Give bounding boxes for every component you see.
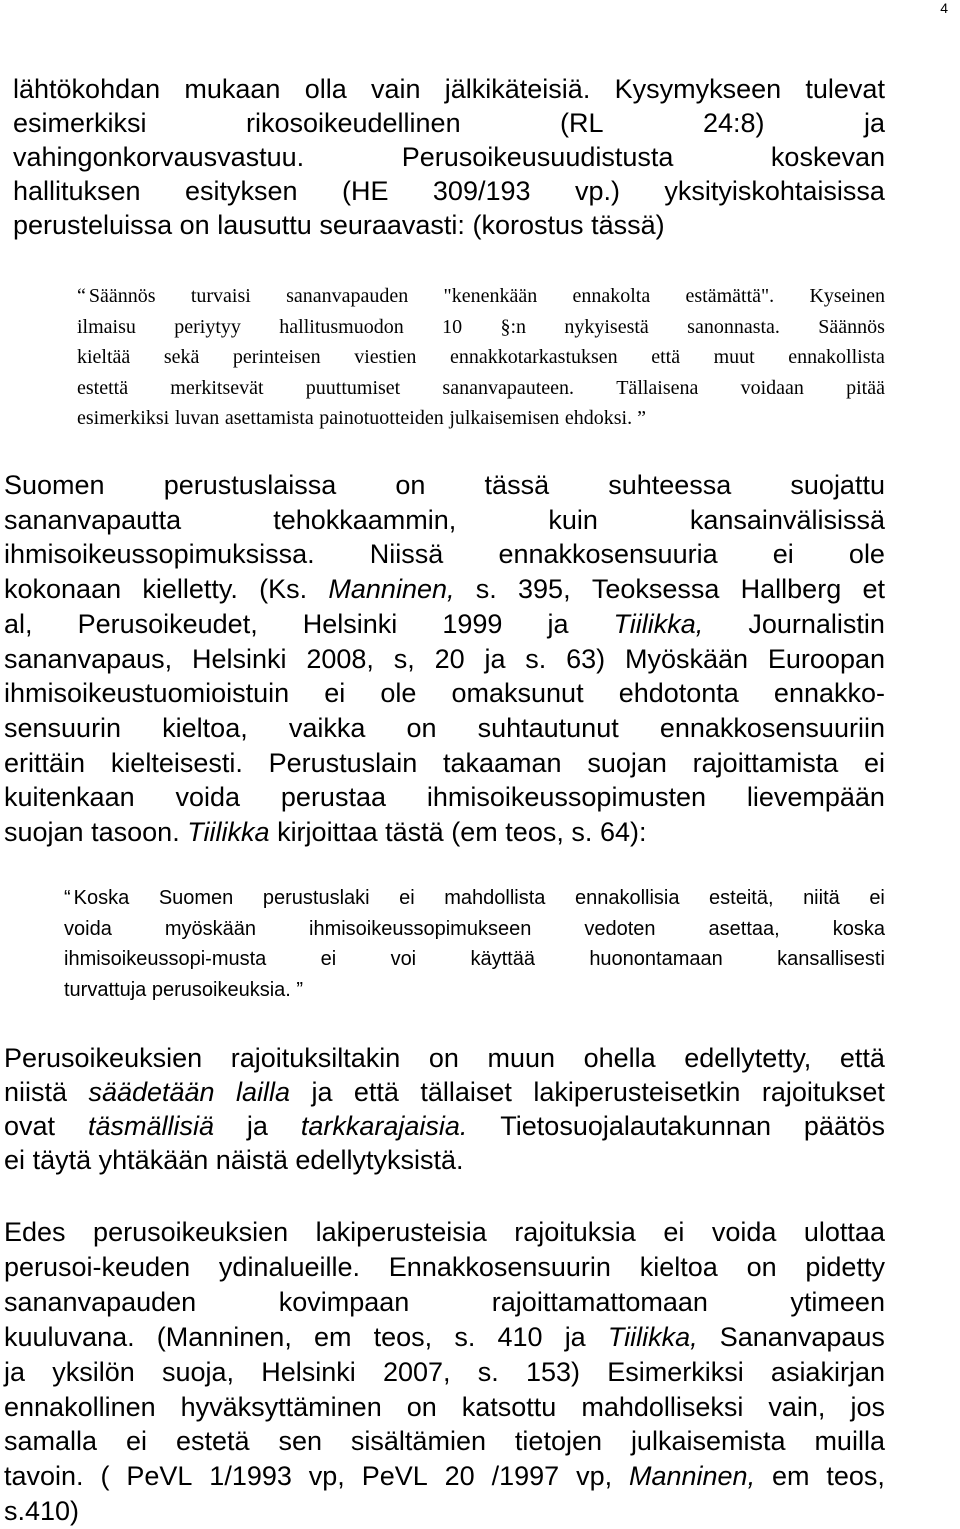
word: 1/1993: [209, 1461, 292, 1492]
word: rajoituksia: [514, 1217, 636, 1247]
word: muilla: [814, 1426, 885, 1457]
quote-tiilikka: [64, 883, 885, 1005]
text-line: [4, 1494, 885, 1529]
text-line: [4, 607, 885, 642]
word: kuuluvana.: [4, 1321, 135, 1352]
word: niistä: [4, 1077, 68, 1107]
word: 63): [566, 643, 606, 674]
word: näistä: [215, 1145, 288, 1175]
word: tällaiset: [420, 1077, 512, 1107]
word: sen: [278, 1426, 322, 1457]
word: edellytyksistä.: [295, 1145, 464, 1175]
word: estetä: [175, 1426, 250, 1457]
word: sananvapauden: [4, 1286, 197, 1317]
word: nykyisestä: [564, 315, 649, 338]
word: §:n: [500, 315, 526, 338]
word: sananvapauteen.: [442, 376, 575, 399]
word: tavoin.: [4, 1461, 84, 1492]
word: voida: [711, 1217, 777, 1247]
word: vp.): [574, 176, 620, 206]
word: ja: [564, 1321, 586, 1352]
word: Säännös: [818, 315, 885, 338]
word: ennakollinen: [4, 1391, 156, 1422]
word: s.410): [4, 1496, 80, 1527]
word: ehdoksi. ”: [564, 407, 646, 429]
word: omaksunut: [451, 678, 584, 709]
word: Perusoikeudet,: [77, 608, 258, 639]
word: 24:8): [702, 108, 765, 138]
word: vain: [370, 74, 421, 104]
word: perinteisen: [232, 346, 321, 368]
text-line: [13, 208, 885, 242]
word: ei: [4, 1145, 26, 1175]
word: että: [651, 346, 681, 368]
text-line: [4, 1424, 885, 1459]
word: (Manninen,: [156, 1321, 292, 1352]
word: painotuotteiden: [319, 407, 444, 429]
word: sanonnasta.: [687, 315, 780, 338]
word: Kysymykseen: [614, 74, 782, 104]
word: 20: [444, 1461, 475, 1492]
word: ja: [547, 608, 569, 639]
word: suojan: [4, 817, 84, 848]
word: suhtautunut: [477, 712, 619, 743]
text-line: [4, 642, 885, 677]
word: ei: [125, 1426, 147, 1457]
text-line: [64, 944, 885, 975]
word: suojattu: [790, 470, 885, 500]
word: sananvapauden: [286, 285, 409, 307]
word: täytä: [32, 1145, 92, 1175]
text-line: [13, 106, 885, 140]
word: lausuttu: [217, 210, 312, 240]
word: asettaa,: [708, 917, 780, 940]
word: lakiperusteisia: [315, 1217, 487, 1247]
word: Manninen,: [628, 1461, 756, 1492]
word: ei: [399, 887, 415, 909]
word: julkaisemista: [630, 1426, 786, 1457]
word: kuitenkaan: [4, 782, 135, 813]
word: vedoten: [584, 917, 656, 940]
word: periytyy: [174, 315, 241, 338]
word: tietojen: [514, 1426, 602, 1457]
word: niitä: [803, 887, 840, 909]
word: rajoittamattomaan: [491, 1286, 708, 1317]
word: hyväksyttäminen: [180, 1391, 382, 1422]
text-line: [4, 780, 885, 815]
word: Euroopan: [767, 643, 885, 674]
word: ole: [380, 678, 417, 709]
word: Perusoikeusuudistusta: [401, 142, 674, 172]
word: tarkkarajaisia.: [300, 1111, 468, 1141]
word: viestien: [354, 346, 417, 368]
word: teos,: [505, 817, 564, 848]
paragraph-constitution: [4, 468, 885, 850]
word: Tiilikka: [187, 817, 270, 848]
word: yksityiskohtaisissa: [664, 176, 885, 206]
word: kieltää: [77, 346, 131, 368]
word: Helsinki: [261, 1356, 356, 1387]
word: ihmisoikeussopimusten: [426, 782, 706, 813]
word: Helsinki: [302, 608, 398, 639]
word: esteitä,: [709, 887, 774, 909]
word: yhtäkään: [98, 1145, 209, 1175]
word: merkitsevät: [170, 376, 264, 399]
word: ja: [4, 1356, 26, 1387]
word: perustuslaki: [262, 887, 370, 909]
text-line: [77, 281, 885, 312]
word: on: [406, 1391, 437, 1422]
word: että: [353, 1077, 399, 1107]
word: ennakolta: [572, 285, 651, 307]
word: rajoitukset: [761, 1077, 885, 1107]
text-line: [4, 468, 885, 503]
word: 20: [434, 643, 465, 674]
word: s.: [477, 1356, 499, 1387]
text-line: [4, 815, 885, 850]
word: Tiilikka,: [613, 608, 704, 639]
text-line: [64, 914, 885, 945]
text-line: [4, 711, 885, 746]
word: 1999: [442, 608, 503, 639]
word: (Ks.: [259, 574, 308, 605]
close-quote-mark: ”: [290, 978, 304, 1001]
word: 10: [442, 315, 463, 338]
word: "kenenkään: [443, 285, 538, 307]
word: lähtökohdan: [13, 74, 161, 104]
word: tässä): [591, 210, 665, 240]
word: kansallisesti: [777, 948, 885, 970]
word: tulevat: [805, 74, 885, 104]
word: 2008,: [306, 643, 374, 674]
word: Myöskään: [625, 643, 749, 674]
text-line: [4, 1285, 885, 1320]
word: että: [839, 1043, 885, 1073]
word: em: [313, 1321, 352, 1352]
word: mahdollista: [444, 887, 546, 909]
word: Hallberg: [740, 574, 842, 605]
text-line: [4, 1041, 885, 1075]
word: on: [179, 210, 210, 240]
paragraph-intro: [13, 72, 885, 242]
word: Tiilikka,: [607, 1321, 698, 1352]
word: voida: [175, 782, 241, 813]
word: ennakkosensuuriin: [659, 712, 885, 743]
word: Ennakkosensuurin: [388, 1251, 611, 1282]
text-line: [77, 342, 885, 373]
word: olla: [304, 74, 347, 104]
word: ulottaa: [803, 1217, 885, 1247]
word: s.: [475, 574, 497, 605]
paragraph-restrictions: [4, 1041, 885, 1177]
word: ennakollisia: [574, 887, 680, 909]
text-line: [4, 1459, 885, 1494]
word: Manninen,: [328, 574, 455, 605]
word: ennakko-: [773, 678, 885, 709]
word: 410: [497, 1321, 543, 1352]
page-number: 4: [940, 0, 948, 16]
word: ei: [772, 539, 794, 570]
word: kielteisesti.: [110, 747, 243, 778]
word: luvan: [174, 407, 220, 429]
word: vain,: [768, 1391, 826, 1422]
word: 153): [525, 1356, 580, 1387]
open-quote-mark: “: [64, 887, 71, 909]
word: pitää: [846, 376, 885, 399]
word: asettamista: [224, 407, 314, 429]
word: koska: [832, 917, 885, 940]
word: s,: [393, 643, 415, 674]
text-line: [4, 1075, 885, 1109]
word: jälkikäteisiä.: [444, 74, 591, 104]
word: kirjoittaa: [277, 817, 378, 848]
word: (em: [451, 817, 498, 848]
word: s.: [571, 817, 593, 848]
word: ei: [869, 887, 885, 909]
word: käyttää: [470, 948, 535, 970]
word: Tällaisena: [616, 376, 699, 399]
paragraph-core-area: [4, 1215, 885, 1529]
word: mukaan: [184, 74, 281, 104]
word: 2007,: [382, 1356, 451, 1387]
open-quote-mark: “: [77, 285, 86, 307]
word: ole: [848, 539, 885, 570]
word: (korostus: [472, 210, 584, 240]
word: kovimpaan: [278, 1286, 410, 1317]
word: 395,: [518, 574, 571, 605]
word: ja: [484, 643, 506, 674]
word: päätös: [803, 1111, 885, 1141]
text-line: [4, 1390, 885, 1425]
text-line: [77, 373, 885, 404]
word: perustuslaissa: [163, 470, 337, 500]
word: voidaan: [740, 376, 804, 399]
text-line: [64, 883, 885, 914]
text-line: [13, 140, 885, 174]
word: Teoksessa: [591, 574, 720, 605]
word: rikosoikeudellinen: [245, 108, 461, 138]
word: vp,: [308, 1461, 345, 1492]
word: ydinalueille.: [218, 1251, 361, 1282]
word: vp,: [576, 1461, 613, 1492]
word: Kyseinen: [809, 285, 885, 307]
word: voi: [390, 948, 417, 970]
word: esimerkiksi: [77, 407, 170, 429]
word: säädetään: [88, 1077, 215, 1107]
word: Journalistin: [748, 608, 885, 639]
word: myöskään: [164, 917, 256, 940]
text-line: [77, 403, 885, 434]
word: on: [395, 470, 426, 500]
word: tässä: [484, 470, 550, 500]
text-line: [4, 503, 885, 538]
word: ilmaisu: [77, 315, 136, 338]
word: sananvapaus,: [4, 643, 173, 674]
text-line: [4, 1215, 885, 1250]
word: jos: [850, 1391, 885, 1422]
word: edellytetty,: [684, 1043, 812, 1073]
word: on: [428, 1043, 459, 1073]
word: ei: [663, 1217, 685, 1247]
word: PeVL: [361, 1461, 428, 1492]
word: ihmisoikeussopimukseen: [309, 917, 532, 940]
text-line: [4, 1109, 885, 1143]
word: takaaman: [442, 747, 562, 778]
word: Esimerkiksi: [607, 1356, 744, 1387]
word: 309/193: [432, 176, 531, 206]
word: tästä: [385, 817, 444, 848]
word: Edes: [4, 1217, 66, 1247]
word: ennakollista: [788, 346, 885, 368]
word: muun: [487, 1043, 556, 1073]
word: ja: [311, 1077, 333, 1107]
text-line: [13, 72, 885, 106]
text-line: [4, 746, 885, 781]
text-line: [4, 572, 885, 607]
word: kokonaan: [4, 574, 122, 605]
word: Niissä: [369, 539, 444, 570]
word: ytimeen: [790, 1286, 885, 1317]
word: et: [862, 574, 885, 605]
word: voida: [64, 917, 112, 940]
word: suhteessa: [608, 470, 732, 500]
word: kansainvälisissä: [689, 504, 885, 535]
word: seuraavasti:: [319, 210, 465, 240]
word: Tietosuojalautakunnan: [500, 1111, 771, 1141]
text-line: [64, 975, 885, 1006]
word: Suomen: [4, 470, 105, 500]
word: teos,: [826, 1461, 885, 1492]
word: turvaisi: [190, 285, 251, 307]
word: hallitusmuodon: [279, 315, 404, 338]
word: Helsinki: [191, 643, 287, 674]
word: tehokkaammin,: [273, 504, 457, 535]
word: ihmisoikeussopimuksissa.: [4, 539, 315, 570]
word: mahdolliseksi: [581, 1391, 744, 1422]
word: ehdotonta: [618, 678, 739, 709]
text-line: [4, 1250, 885, 1285]
word: PeVL: [126, 1461, 193, 1492]
word: ja: [246, 1111, 268, 1141]
word: Perustuslain: [268, 747, 418, 778]
word: julkaisemisen: [449, 407, 560, 429]
word: yksilön: [52, 1356, 135, 1387]
word: ei: [324, 678, 346, 709]
word: lakiperusteisetkin: [533, 1077, 741, 1107]
word: lievempään: [746, 782, 885, 813]
word: täsmällisiä: [87, 1111, 214, 1141]
word: sensuurin: [4, 712, 122, 743]
word: “ Koska: [64, 887, 130, 909]
word: vaikka: [288, 712, 366, 743]
word: (HE: [341, 176, 389, 206]
word: perusoi-keuden: [4, 1251, 191, 1282]
word: sananvapautta: [4, 504, 182, 535]
word: kuin: [548, 504, 598, 535]
word: kieltoa: [639, 1251, 718, 1282]
word: pidetty: [805, 1251, 885, 1282]
word: turvattuja: [64, 978, 147, 1001]
word: sekä: [163, 346, 200, 368]
word: estämättä".: [685, 285, 775, 307]
word: perusoikeuksien: [93, 1217, 289, 1247]
word: sisältämien: [350, 1426, 486, 1457]
word: em: [771, 1461, 810, 1492]
word: rajoituksiltakin: [230, 1043, 401, 1073]
word: teos,: [373, 1321, 433, 1352]
word: perusoikeuksia. ”: [151, 978, 304, 1001]
word: s.: [525, 643, 547, 674]
word: (: [100, 1461, 110, 1492]
word: /1997: [491, 1461, 560, 1492]
word: rajoittamista: [692, 747, 839, 778]
word: tasoon.: [91, 817, 180, 848]
word: “ Säännös: [77, 285, 156, 307]
text-line: [13, 174, 885, 208]
word: puuttumiset: [305, 376, 401, 399]
word: estettä: [77, 376, 129, 399]
word: lailla: [236, 1077, 291, 1107]
word: on: [406, 712, 437, 743]
word: suojan: [587, 747, 667, 778]
text-line: [4, 1143, 885, 1177]
close-quote-mark: ”: [632, 407, 646, 429]
word: ennakkotarkastuksen: [449, 346, 618, 368]
text-line: [4, 537, 885, 572]
word: ei: [320, 948, 337, 970]
word: koskevan: [770, 142, 885, 172]
word: vahingonkorvausvastuu.: [13, 142, 305, 172]
word: esityksen: [185, 176, 298, 206]
word: Sananvapaus: [719, 1321, 885, 1352]
word: s.: [454, 1321, 476, 1352]
word: perusteluissa: [13, 210, 173, 240]
word: ei: [863, 747, 885, 778]
word: ihmisoikeussopi-musta: [64, 948, 267, 970]
text-line: [4, 1320, 885, 1355]
word: (RL: [560, 108, 604, 138]
word: esimerkiksi: [13, 108, 147, 138]
word: ihmisoikeustuomioistuin: [4, 678, 290, 709]
word: huonontamaan: [589, 948, 723, 970]
word: ohella: [583, 1043, 656, 1073]
word: katsottu: [461, 1391, 557, 1422]
text-line: [4, 676, 885, 711]
word: 64):: [599, 817, 647, 848]
word: on: [746, 1251, 777, 1282]
word: perustaa: [280, 782, 386, 813]
word: hallituksen: [13, 176, 141, 206]
word: erittäin: [4, 747, 86, 778]
word: suoja,: [161, 1356, 235, 1387]
text-line: [77, 312, 885, 343]
word: kieltoa,: [162, 712, 248, 743]
word: ja: [863, 108, 885, 138]
word: asiakirjan: [770, 1356, 885, 1387]
word: muut: [713, 346, 755, 368]
word: Perusoikeuksien: [4, 1043, 203, 1073]
word: ennakkosensuuria: [498, 539, 718, 570]
quote-government-proposal: [77, 281, 885, 434]
word: kielletty.: [142, 574, 238, 605]
word: ovat: [4, 1111, 56, 1141]
word: Suomen: [158, 887, 234, 909]
text-line: [4, 1355, 885, 1390]
word: samalla: [4, 1426, 98, 1457]
word: al,: [4, 608, 33, 639]
